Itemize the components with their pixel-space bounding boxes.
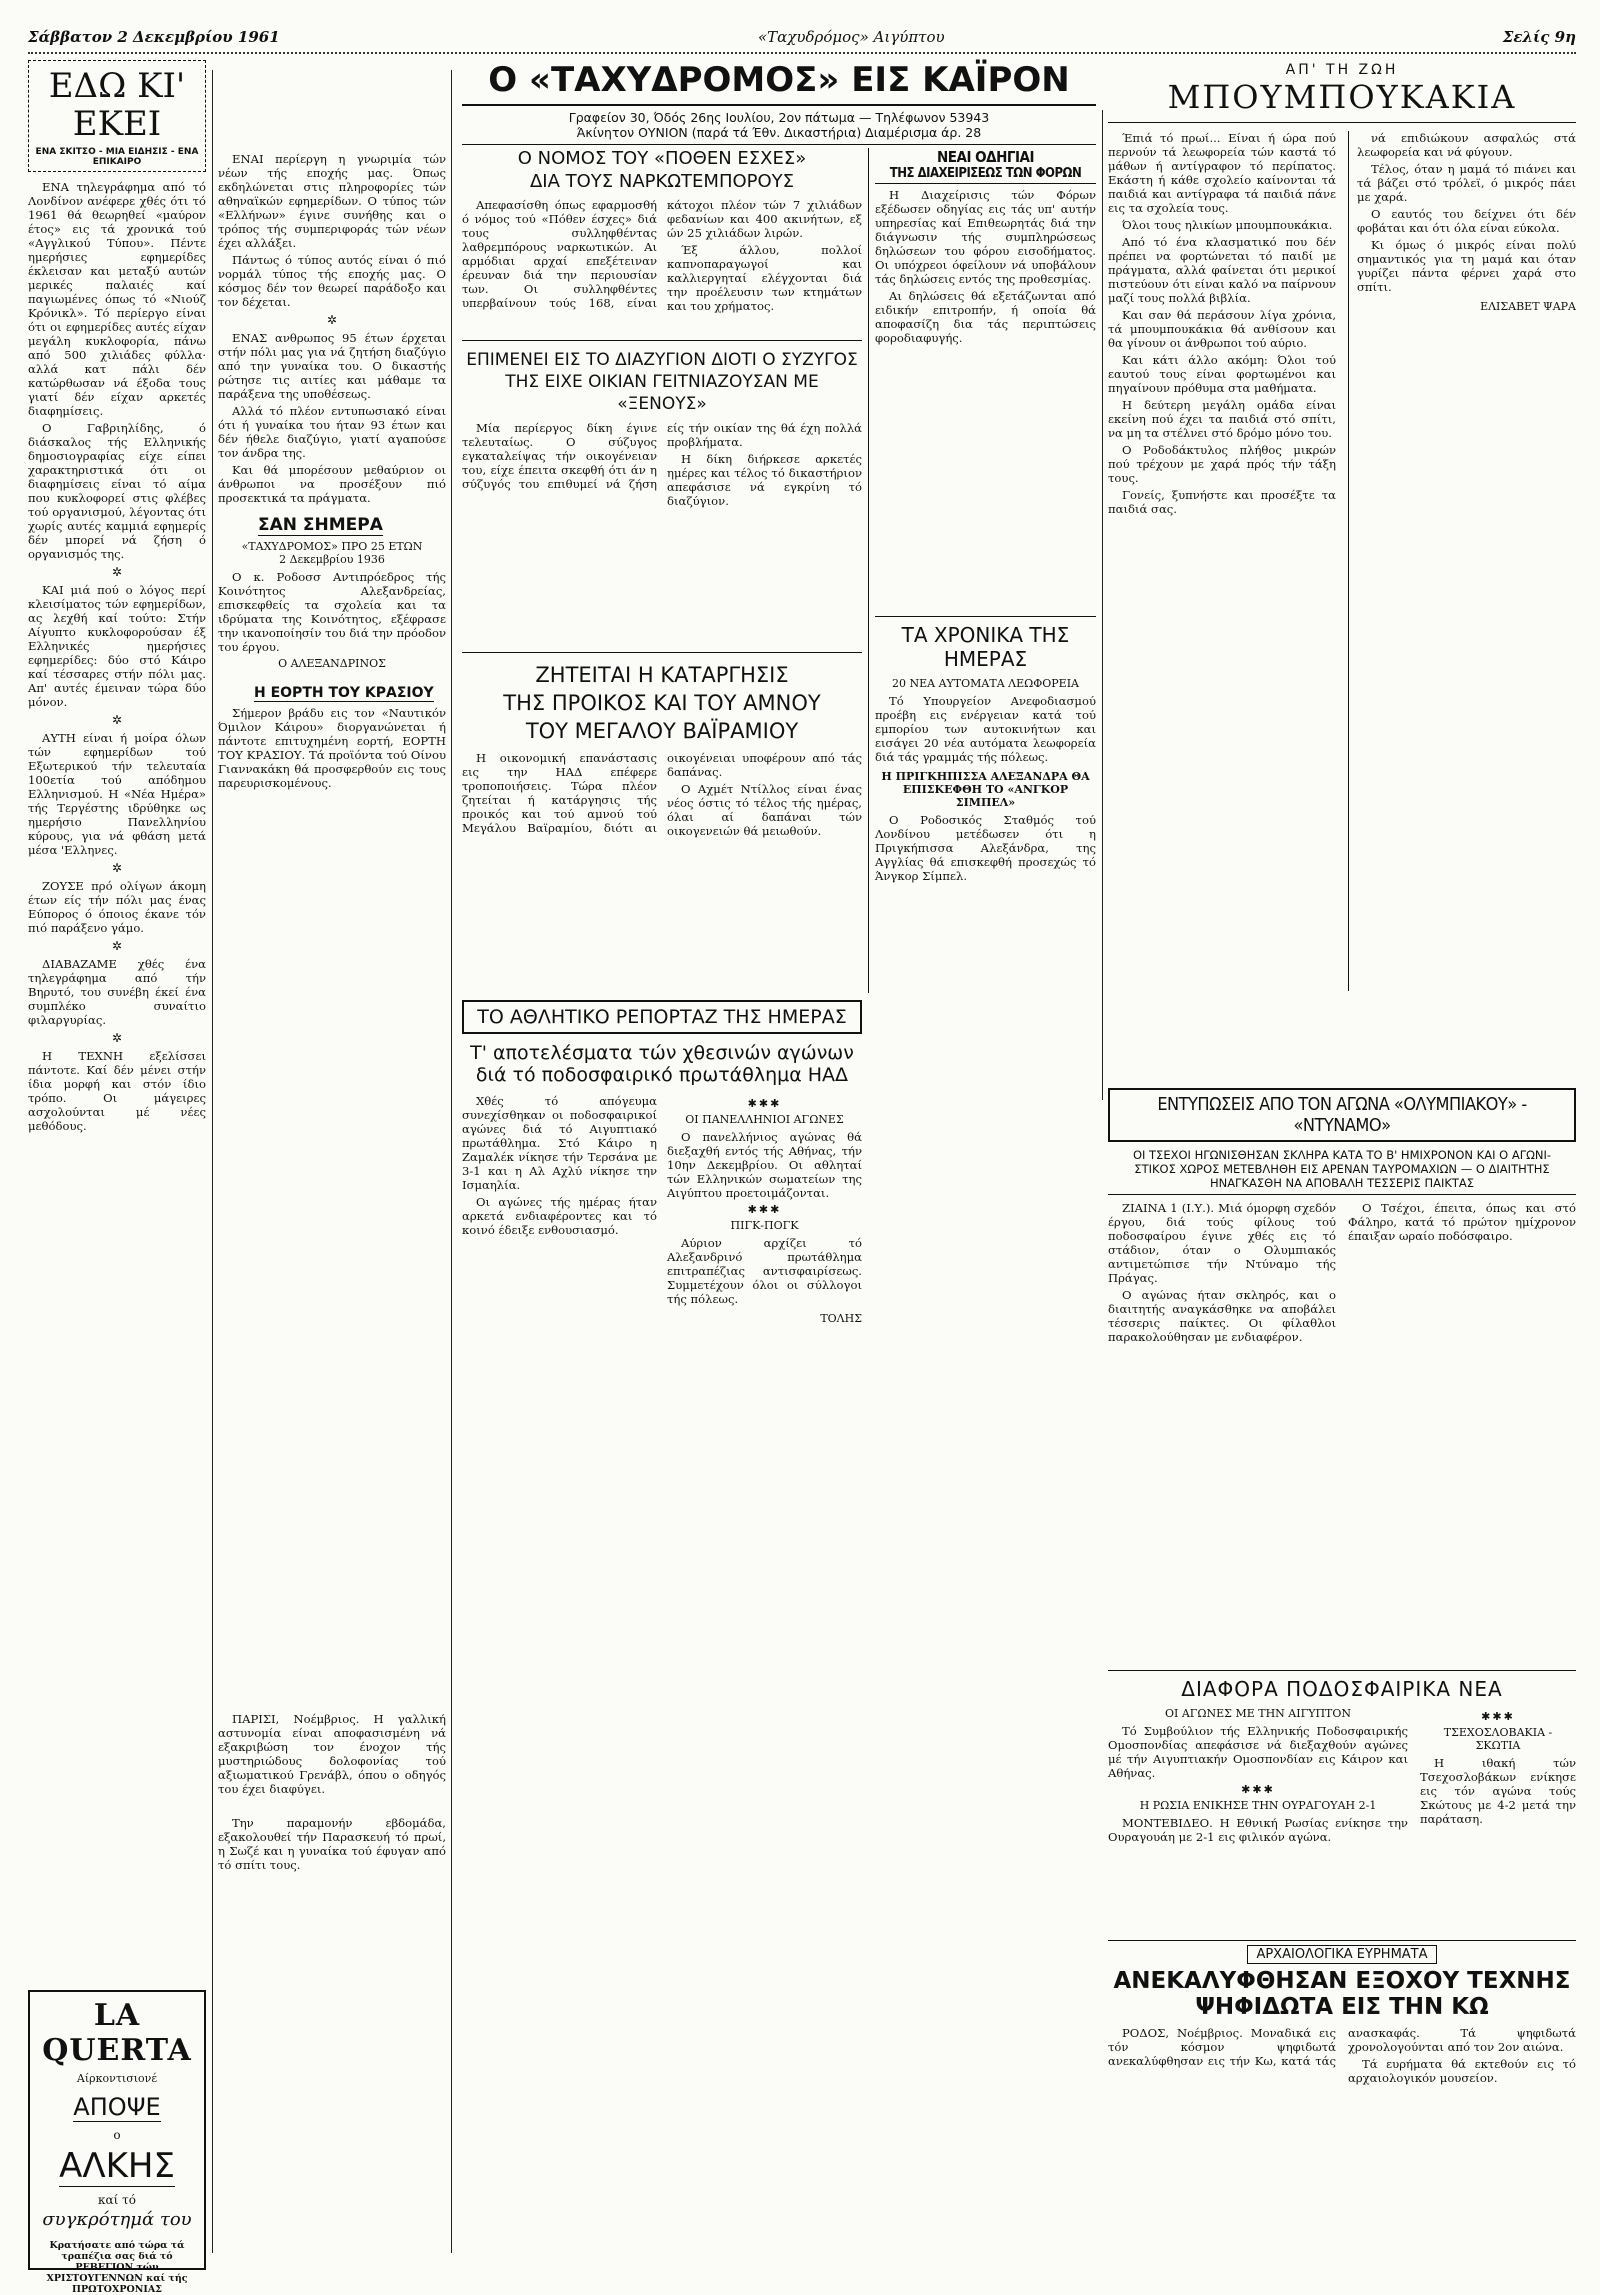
taxy-title: Ο «ΤΑΧΥΔΡΟΜΟΣ» ΕΙΣ ΚΑΪΡΟΝ bbox=[462, 60, 1096, 106]
col2-body bbox=[218, 152, 446, 505]
column-divider bbox=[1102, 110, 1103, 1100]
edo-paragraph: Η ΤΕΧΝΗ εξελίσσει πάντοτε. Καί δέν μένει στήν ίδια μορφή και στόν ίδιο τρόπο. Οι μάγειρες ασχολούνται μέ νέες μεθόδους. bbox=[28, 1049, 206, 1133]
chronika-box bbox=[875, 616, 1096, 993]
zoi-right-paragraph: Ο εαυτός του δείχνει ότι δέν φοβάται και ότι όλα είναι εύκολα. bbox=[1357, 207, 1576, 235]
wine-title: Η ΕΟΡΤΗ ΤΟΥ ΚΡΑΣΙΟΥ bbox=[254, 685, 434, 701]
san-simera-date: 2 Δεκεμβρίου 1936 bbox=[279, 553, 385, 566]
col2-paragraph: Πάντως ό τύπος αυτός είναι ό πιό νορμάλ τύπος τής εποχής μας. Ο κόσμος δέν τον θεωρεί παράδοξο και τον δέχεται. bbox=[218, 253, 446, 309]
odigiai-body bbox=[875, 188, 1096, 608]
princess-text: Ο Ροδοσικός Σταθμός τού Λονδίνου μετέδωσεν ότι η Πριγκήπισσα Αλεξάνδρα, της Αγγλίας θά επισκεφθή προσεχώς τό Άνγκορ Σίμπελ. bbox=[875, 813, 1096, 883]
zoi-paragraph: Όλοι τους ηλικίων μπουμπουκάκια. bbox=[1122, 218, 1333, 232]
col2-paragraph: Αλλά τό πλέον εντυπωσιακό είναι ότι ή γυναίκα του ήταν 93 έτων και δέν ήθελε διαζύγιο, γιατί αγαπούσε τον άνδρα της. bbox=[218, 404, 446, 460]
ad-group: συγκρότημά του bbox=[42, 2209, 192, 2230]
page-header bbox=[28, 28, 1576, 54]
diafora-title: ΔΙΑΦΟΡΑ ΠΟΔΟΣΦΑΙΡΙΚΑ ΝΕΑ bbox=[1181, 1677, 1503, 1701]
column-edo bbox=[28, 60, 206, 2295]
edo-subtitle: ΕΝΑ ΣΚΙΤΣΟ - ΜΙΑ ΕΙΔΗΣΙΣ - ΕΝΑ ΕΠΙΚΑΙΡΟ bbox=[35, 147, 199, 167]
ornament-icon: ✲ bbox=[111, 1031, 123, 1045]
epimenei-text: Μία περίεργος δίκη έγινε τελευταίως. Ο σύζυγος εγκαταλείψας τήν οικογένειαν του, είχε έπειτα σκεφθή ότι άν η σύζυγός του επιθυμεί νά ζήση είς τήν οικίαν της θά έχη πολλά προβλήματα. bbox=[462, 421, 862, 491]
entyposeis-article bbox=[1108, 1088, 1576, 1651]
pingpong-text: Αύριον αρχίζει τό Αλεξανδρινό πρωτάθλημα επιτραπέζιας αντισφαιρίσεως. Συμμετέχουν όλοι οι σύλλογοι τής πόλεως. bbox=[667, 1236, 862, 1306]
ad-subtitle: Αίρκοντισιονέ bbox=[76, 2072, 158, 2085]
epimenei-article bbox=[462, 340, 862, 631]
chronika-text: Τό Υπουργείον Ανεφοδιασμού προέβη εις ενέργειαν κατά τού εμπορίου των αυτοκινήτων και εισάγει 20 νέα αυτόματα λεωφορεία διά τάς γραμμάς τής πόλεως. bbox=[875, 694, 1096, 764]
proikos-line1: ΖΗΤΕΙΤΑΙ Η ΚΑΤΑΡΓΗΣΙΣ bbox=[535, 663, 789, 687]
header-rule bbox=[28, 52, 1576, 54]
san-simera-sign: Ο ΑΛΕΞΑΝΔΡΙΝΟΣ bbox=[278, 657, 386, 670]
arch-title2: ΨΗΦΙΔΩΤΑ ΕΙΣ ΤΗΝ ΚΩ bbox=[1195, 1994, 1489, 2020]
diafora-left bbox=[1108, 1707, 1408, 1847]
diafora-article bbox=[1108, 1670, 1576, 1847]
nomos-text-2: Έξ άλλου, πολλοί καπνοπαραγωγοί και καλλιεργηταί ελέγχονται διά την προέλευσιν των κτημάτων και του χρήματος. bbox=[667, 243, 862, 313]
arch-kicker-label: ΑΡΧΑΙΟΛΟΓΙΚΑ ΕΥΡΗΜΑΤΑ bbox=[1247, 1945, 1436, 1964]
nomos-article bbox=[462, 148, 862, 326]
athletic-sub2: διά τό ποδοσφαιρικό πρωτάθλημα ΗΑΔ bbox=[475, 1064, 849, 1086]
col2-paragraph: ΕΝΑΙ περίεργη η γνωριμία τών νέων τής εποχής μας. Όπως εκδηλώνεται στις πληροφορίες τών αθηναϊκών εφημερίδων. Ο τύπος τών «Ελλήνων» έγινε συνήθης και ο τρόπος τής συμπεριφοράς τών νέων έχει αλλάξει. bbox=[218, 152, 446, 250]
athletic-sub1: Τ' αποτελέσματα τών χθεσινών αγώνων bbox=[470, 1042, 854, 1064]
col2-paragraph: Και θά μπορέσουν μεθαύριον οι άνθρωποι να προσέξουν πιό προσεκτικά τα πράγματα. bbox=[218, 463, 446, 505]
proikos-line3: ΤΟΥ ΜΕΓΑΛΟΥ ΒΑΪΡΑΜΙΟΥ bbox=[525, 719, 799, 743]
odigiai-title: ΝΕΑΙ ΟΔΗΓΙΑΙ bbox=[937, 148, 1034, 166]
entyposeis-right bbox=[1348, 1201, 1576, 1651]
zoi-columns bbox=[1108, 131, 1576, 991]
paris-text: ΠΑΡΙΣΙ, Νοέμβριος. Η γαλλική αστυνομία είναι αποφασισμένη νά εξακριβώση τον ένοχον τής μυστηριώδους δολοφονίας τού αξιωματικού Γρενάβλ, όπου ο οδηγός του έχει διαφύγει. bbox=[218, 1712, 446, 1796]
column-divider bbox=[212, 70, 213, 2253]
ad-o: ο bbox=[113, 2128, 121, 2142]
zoi-paragraph: Από τό ένα κλασματικό που δέν πρέπει να φορτώνεται τό παιδί με πράγματα, αλλά φαίνεται ότι μερικοί πιστεύουν ότι είναι καλό να παίρνουν μαζί τους πολλά βιβλία. bbox=[1108, 235, 1336, 305]
pingpong-title: ΠΙΓΚ-ΠΟΓΚ bbox=[730, 1219, 799, 1232]
ad-title: LA QUERTA bbox=[42, 1998, 192, 2068]
entyposeis-left bbox=[1108, 1201, 1336, 1651]
princess-title: Η ΠΡΙΓΚΗΠΙΣΣΑ ΑΛΕΞΑΝΔΡΑ ΘΑ ΕΠΙΣΚΕΦΘΗ ΤΟ «ΑΝΓΚΟΡ ΣΙΜΠΕΛ» bbox=[881, 770, 1090, 809]
zoi-paragraph: Η δεύτερη μεγάλη ομάδα είναι εκείνη πού έχει τα παιδιά στό σπίτι, να μη τα στέλνει στό δρόμο μόνο του. bbox=[1108, 398, 1336, 440]
zoi-right-paragraph: Τέλος, όταν η μαμά τό πιάνει και τά βάζει στό τρόλεϊ, ό μικρός πάει με χαρά. bbox=[1357, 162, 1576, 204]
arch-kicker bbox=[1108, 1947, 1576, 1962]
zoi-paragraph: Ο Ροδοδάκτυλος πλήθος μικρών πού τρέχουν με χαρά πρός τήν τάξη τους. bbox=[1108, 443, 1336, 485]
athletic-text-2: Οι αγώνες τής ημέρας ήταν αρκετά ενδιαφέροντες και τό κοινό έδειξε ενθουσιασμό. bbox=[462, 1195, 657, 1237]
san-simera-sub: «ΤΑΧΥΔΡΟΜΟΣ» ΠΡΟ 25 ΕΤΩΝ bbox=[241, 540, 423, 553]
wine-text: Σήμερον βράδυ εις τον «Ναυτικόν Όμιλον Κάιρου» διοργανώνεται ή πάντοτε επιτυχημένη εορτή, ΕΟΡΤΗ ΤΟΥ ΚΡΑΣΙΟΥ. Τά προϊόντα τού Οίνου Γιαννακάκη θά προσφερθούν εις τους παρευρισκομένους. bbox=[218, 706, 446, 790]
odigiai-subtitle: ΤΗΣ ΔΙΑΧΕΙΡΙΣΕΩΣ ΤΩΝ ΦΟΡΩΝ bbox=[875, 166, 1096, 184]
athletic-sign: ΤΟΛΗΣ bbox=[820, 1312, 862, 1325]
nomos-subtitle: ΔΙΑ ΤΟΥΣ ΝΑΡΚΩΤΕΜΠΟΡΟΥΣ bbox=[529, 171, 795, 192]
edo-paragraph: ΚΑΙ μιά πού ο λόγος περί κλεισίματος τών εφημερίδων, ας λεχθή καί τούτο: Στήν Αίγυπτο κυκλοφορούσαν έξ Ελληνικές ημερήσιες εφημερίδες: δύο στό Κάιρο καί τέσσαρες στήν πόλι μας. Απ' αυτές έμειναν τώρα δύο μόνον. bbox=[28, 583, 206, 709]
epimenei-text-2: Η δίκη διήρκεσε αρκετές ημέρες και τέλος τό δικαστήριον απεφάσισε νά εγκρίνη τό διαζύγιον. bbox=[667, 452, 862, 508]
ornament-icon: ✱✱✱ bbox=[1481, 1710, 1515, 1723]
entyposeis-sub2: ΣΤΙΚΟΣ ΧΩΡΟΣ ΜΕΤΕΒΛΗΘΗ ΕΙΣ ΑΡΕΝΑΝ ΤΑΥΡΟΜΑΧΙΩΝ — Ο ΔΙΑΙΤΗΤΗΣ bbox=[1134, 1162, 1550, 1176]
zoi-paragraph: Και σαν θά περάσουν λίγα χρόνια, τά μπουμπουκάκια θά ανθίσουν και θα γίνουν οι άνθρωποι τού αύριο. bbox=[1108, 308, 1336, 350]
arch-text-2: Τά ευρήματα θά εκτεθούν εις τό αρχαιολογικόν μουσείον. bbox=[1348, 2057, 1576, 2085]
taxy-address: Γραφείον 30, Όδός 26ης Ιουλίου, 2ον πάτωμα — Τηλέφωνον 53943 bbox=[568, 110, 990, 125]
paris-story bbox=[218, 1712, 446, 1875]
page-number: Σελίς 9η bbox=[1502, 28, 1576, 46]
proikos-body bbox=[462, 751, 862, 936]
epimenei-title: ΕΠΙΜΕΝΕΙ ΕΙΣ ΤΟ ΔΙΑΖΥΓΙΟΝ ΔΙΟΤΙ Ο ΣΥΖΥΓΟΣ ΤΗΣ ΕΙΧΕ ΟΙΚΙΑΝ ΓΕΙΤΝΙΑΖΟΥΣΑΝ ΜΕ «ΞΕΝΟΥΣ» bbox=[466, 350, 858, 414]
zoi-sign: ΕΛΙΣΑΒΕΤ ΨΑΡΑ bbox=[1480, 300, 1576, 313]
zoi-paragraph: Και κάτι άλλο ακόμη: Όλοι τού εαυτού τους είναι φορτωμένοι και πηγαίνουν πρόθυμα στα μαθήματα. bbox=[1108, 353, 1336, 395]
arch-title1: ΑΝΕΚΑΛΥΦΘΗΣΑΝ ΕΞΟΧΟΥ ΤΕΧΝΗΣ bbox=[1113, 1968, 1571, 1994]
ad-note: Κρατήσατε από τώρα τά τραπέζια σας διά τό ΡΕΒΕΓΙΟΝ τών ΧΡΙΣΤΟΥΓΕΝΝΩΝ καί τής ΠΡΩΤΟΧΡΟΝΙΑΣ bbox=[46, 2240, 188, 2295]
edo-paragraph: Ο Γαβριηλίδης, ό διάσκαλος τής Ελληνικής δημοσιογραφίας είχε είπει χαρακτηριστικά ότι οι διαφημίσεις είναι τό αίμα που κυκλοφορεί στις φλέβες τού οργανισμού, λέγοντας ότι χωρίς αυτές καμμιά εφημερίς δέν μπορεί νά ζήση ό οργανισμός της. bbox=[28, 421, 206, 561]
zoi-title: ΜΠΟΥΜΠΟΥΚΑΚΙΑ bbox=[1108, 78, 1576, 123]
zoi-right-paragraph: Κι όμως ό μικρός είναι πολύ σημαντικός για τη μαμά και όταν γυρίζει πάντα φέρνει χαρά στο σπίτι. bbox=[1357, 238, 1576, 294]
zoi-kicker: ΑΠ' ΤΗ ΖΩΗ bbox=[1285, 62, 1399, 78]
edo-body bbox=[28, 180, 206, 1133]
diafora-sub: ΟΙ ΑΓΩΝΕΣ ΜΕ ΤΗΝ ΑΙΓΥΠΤΟΝ bbox=[1164, 1707, 1352, 1720]
wine-festival bbox=[218, 682, 446, 790]
taxy-address-2: Άκίνητον ΟΥΝΙΟΝ (παρά τά Έθν. Δικαστήρια) Διαμέρισμα άρ. 28 bbox=[462, 125, 1096, 145]
zoi-left bbox=[1108, 131, 1336, 991]
athletic-title: ΤΟ ΑΘΛΗΤΙΚΟ ΡΕΠΟΡΤΑΖ ΤΗΣ ΗΜΕΡΑΣ bbox=[462, 1000, 862, 1034]
diafora-columns bbox=[1108, 1707, 1576, 1847]
athletic-right bbox=[667, 1094, 862, 1564]
athletic-body bbox=[462, 1094, 657, 1564]
arch-body bbox=[1108, 2026, 1576, 2176]
proikos-line2: ΤΗΣ ΠΡΟΙΚΟΣ ΚΑΙ ΤΟΥ ΑΜΝΟΥ bbox=[503, 691, 821, 715]
ornament-icon: ✲ bbox=[111, 861, 123, 875]
zoi-right bbox=[1348, 131, 1576, 991]
zoi-right-paragraph: νά επιδιώκουν ασφαλώς στά λεωφορεία και νά φύγουν. bbox=[1357, 131, 1576, 159]
edo-title: ΕΔΩ ΚΙ' ΕΚΕΙ bbox=[48, 66, 186, 144]
ad-artist: ΑΛΚΗΣ bbox=[59, 2146, 175, 2186]
ornament-icon: ✲ bbox=[111, 565, 123, 579]
athletic-article bbox=[462, 1000, 862, 1564]
zoi-paragraph: Γονείς, ξυπνήστε και προσέξτε τα παιδιά σας. bbox=[1108, 488, 1336, 516]
nomos-body bbox=[462, 198, 862, 326]
ornament-icon: ✲ bbox=[111, 713, 123, 727]
san-simera-title: ΣΑΝ ΣΗΜΕΡΑ bbox=[258, 515, 383, 535]
ornament-icon: ✱✱✱ bbox=[747, 1097, 782, 1110]
odigiai-text-2: Αι δηλώσεις θά εξετάζωνται από ειδικήν επιτροπήν, ή οποία θά αποφασίζη δια τάς περιπτώσεις φοροδιαφυγής. bbox=[875, 289, 1096, 345]
ad-tonight: ΑΠΟΨΕ bbox=[73, 2093, 161, 2121]
nomos-text: Απεφασίσθη όπως εφαρμοσθή ό νόμος τού «Πόθεν έσχες» διά τους συλληφθέντας λαθρεμπόρους ναρκωτικών. Αι αρμόδιαι αρχαί επεξέτειναν έρευναν διά την περιουσίαν των. Οι συλληφθέντες υπερβαίνουν τούς 168, είναι κάτοχοι πλέον τών 7 χιλιάδων φεδανίων και 400 ακινήτων, εξ ών 25 χιλιάδων λιρών. bbox=[462, 198, 862, 310]
entyposeis-text-2: Ο αγώνας ήταν σκληρός, και ο διαιτητής αναγκάσθηκε να αποβάλει τέσσερις παίκτες. Οι φίλαθλοι παρακολούθησαν με ενδιαφέρον. bbox=[1108, 1288, 1336, 1344]
laquerta-ad bbox=[28, 1990, 206, 2295]
col2-paragraph: ΕΝΑΣ ανθρωπος 95 έτων έρχεται στήν πόλι μας για νά ζητήση διαζύγιο από την γυναίκα του. Ο δικαστής ρώτησε τις αιτίες και μάθαμε τα παράξενα της υποθέσεως. bbox=[218, 331, 446, 401]
publication-name: «Ταχυδρόμος» Αιγύπτου bbox=[758, 28, 945, 46]
tsev-text: Η ιθακή τών Τσεχοσλοβάκων ενίκησε εις τόν αγώνα τούς Σκώτους με 4-2 μετά την παράταση. bbox=[1420, 1756, 1576, 1826]
zoi-paragraph: Έπιά τό πρωί... Είναι ή ώρα πού περνούν τά λεωφορεία τών καστά τό μάθων ή αντίγραφον τό περίπατος. Εκάστη ή κάθε σχολείο καίνονται τά παιδιά και αντίγραφα τά παιδιά πάνε εις τα σχολεία τους. bbox=[1108, 131, 1336, 215]
odigiai-text: Η Διαχείρισις τών Φόρων εξέδωσεν οδηγίας εις τάς υπ' αυτήν υπηρεσίας καί Επιθεωρητάς διά την διάγνωσιν τής συμπληρώσεως δηλώσεων του φόρου εισοδήματος. Οι υπόχρεοι όφείλουν νά υποβάλουν τάς δηλώσεις εντός της προθεσμίας. bbox=[875, 188, 1096, 286]
athletic-columns bbox=[462, 1094, 862, 1564]
panellinioi-text: Ο πανελλήνιος αγώνας θά διεξαχθή εντός τής Αθήνας, τήν 10ην Δεκεμβρίου. Οι αθληταί τών Ελληνικών σωματείων της Αιγύπτου προετοιμάζονται. bbox=[667, 1130, 862, 1200]
zoi-article bbox=[1108, 62, 1576, 991]
proikos-text-2: Ο Αχμέτ Ντίλλος είναι ένας νέος όστις τό τέλος τής ημέρας, όλαι αί δαπάναι τών οικογενειών θά μειωθούν. bbox=[667, 782, 862, 838]
tsev-title: ΤΣΕΧΟΣΛΟΒΑΚΙΑ - ΣΚΩΤΙΑ bbox=[1443, 1726, 1553, 1752]
panellinioi-title: ΟΙ ΠΑΝΕΛΛΗΝΙΟΙ ΑΓΩΝΕΣ bbox=[685, 1113, 844, 1126]
column-two bbox=[218, 152, 446, 1872]
edo-paragraph: ΑΥΤΗ είναι ή μοίρα όλων τών εφημερίδων τού Εξωτερικού τήν τελευταία 100ετία τού απόδημου Ελληνισμού. Η «Νέα Ημέρα» τής Τεργέστης ιδρύθηκε ως ημερήσιο Πανελληνίου κύρους, για νά φθάση μετά μέσα 'Ελληνες. bbox=[28, 731, 206, 857]
chronika-title: ΤΑ ΧΡΟΝΙΚΑ ΤΗΣ ΗΜΕΡΑΣ bbox=[901, 623, 1070, 671]
russia-text: ΜΟΝΤΕΒΙΔΕΟ. Η Εθνική Ρωσίας ενίκησε την Ουραγουάη με 2-1 εις φιλικόν αγώνα. bbox=[1108, 1816, 1408, 1844]
ornament-icon: ✱✱✱ bbox=[1241, 1783, 1275, 1796]
arch-article bbox=[1108, 1940, 1576, 2176]
entyposeis-text-3: Ο Τσέχοι, έπειτα, όπως και στό Φάληρο, κατά τό πρώτον ημίχρονον έπαιξαν ωραίο ποδόσφαιρο. bbox=[1348, 1201, 1576, 1243]
russia-title: Η ΡΩΣΙΑ ΕΝΙΚΗΣΕ ΤΗΝ ΟΥΡΑΓΟΥΑΗ 2-1 bbox=[1139, 1799, 1377, 1812]
entyposeis-columns bbox=[1108, 1201, 1576, 1651]
ornament-icon: ✲ bbox=[111, 939, 123, 953]
column-divider bbox=[451, 70, 452, 2253]
ornament-icon: ✱✱✱ bbox=[747, 1203, 782, 1216]
issue-date: Σάββατον 2 Δεκεμβρίου 1961 bbox=[28, 28, 280, 46]
proikos-article bbox=[462, 652, 862, 936]
diafora-right bbox=[1420, 1707, 1576, 1847]
proikos-text: Η οικονομική επανάστασις εις την ΗΑΔ επέφερε τροποποιήσεις. Τώρα πλέον ζητείται ή κατάργησις τής προικός και τού αμνού τού Μεγάλου Βαϊραμίου, διότι αι οικογένειαι υποφέρουν από τάς δαπάνας. bbox=[462, 751, 862, 835]
taxy-banner bbox=[462, 60, 1096, 145]
edo-paragraph: ΖΟΥΣΕ πρό ολίγων άκομη έτων είς τήν πόλι μας ένας Εύπορος ό όποιος έκανε τόν πιό παράξενο γάμο. bbox=[28, 879, 206, 935]
epimenei-body bbox=[462, 421, 862, 631]
odigiai-article bbox=[868, 148, 1096, 993]
edo-paragraph: ΔΙΑΒΑΖΑΜΕ χθές ένα τηλεγράφημα από τήν Βηρυτό, του συνέβη έκεί ένα συμπλέκο συναίτιο φιλαργυρίας. bbox=[28, 957, 206, 1027]
athletic-text: Χθές τό απόγευμα συνεχίσθηκαν οι ποδοσφαιρικοί αγώνες διά τό Αιγυπτιακό πρωτάθλημα. Στό Κάιρο η Ζαμαλέκ νίκησε τήν Τερσάνα με 3-1 και η Αλ Αχλύ νίκησε την Ισμαηλία. bbox=[462, 1094, 657, 1192]
edo-title-box bbox=[28, 60, 206, 172]
entyposeis-sub1: ΟΙ ΤΣΕΧΟΙ ΗΓΩΝΙΣΘΗΣΑΝ ΣΚΛΗΡΑ ΚΑΤΑ ΤΟ Β' ΗΜΙΧΡΟΝΟΝ ΚΑΙ Ο ΑΓΩΝΙ- bbox=[1132, 1148, 1552, 1162]
edo-paragraph: ΕΝΑ τηλεγράφημα από τό Λονδίνον ανέφερε χθές ότι τό 1961 θά θεωρηθεί «μαύρον έτος» εις τά χρονικά τού «Αγγλικού Τύπου». Πέντε ημερήσιες εφημερίδες έκλεισαν και μεταξύ αυτών μερικές παλαιές καί παγιωμένες όπως τό «Νιούζ Κρόνικλ». Τό περίεργο είναι ότι οι εφημερίδες αυτές είχαν μεγάλη κυκλοφορία, πάνω από 500 χιλιάδες φύλλα· αλλά κατ πάλι δέν κατώρθωσαν νά έξοδα τους γιατί δέν είχαν αρκετές διαφημίσεις. bbox=[28, 180, 206, 418]
chronika-sub: 20 ΝΕΑ ΑΥΤΟΜΑΤΑ ΛΕΩΦΟΡΕΙΑ bbox=[892, 677, 1079, 690]
san-simera-text: Ο κ. Ροδοσσ Αντιπρόεδρος τής Κοινότητος Αλεξανδρείας, επισκεφθείς τα σχολεία και τα ιδρύματα της Κοινότητος, εξέφρασε την ικανοποίησίν του διά την πρόοδον του έργου. bbox=[218, 570, 446, 654]
san-simera bbox=[218, 515, 446, 670]
paris-text-2: Την παραμονήν εβδομάδα, εξακολουθεί τήν Παρασκευή τό πρωί, η Σωζέ και η γυναίκα τού έφυγαν από τό σπίτι τους. bbox=[218, 1816, 446, 1872]
arch-text: ΡΟΔΟΣ, Νοέμβριος. Μοναδικά εις τόν κόσμον ψηφιδωτά ανεκαλύφθησαν εις τήν Κω, κατά τάς ανασκαφάς. Τά ψηφιδωτά χρονολογούνται από τον 2ον αιώνα. bbox=[1108, 2026, 1576, 2068]
ad-kai: καί τό bbox=[98, 2193, 136, 2207]
diafora-text: Τό Συμβούλιον τής Ελληνικής Ποδοσφαιρικής Ομοσπονδίας απεφάσισε νά διεξαχθούν αγώνες μέ τήν Αιγυπτιακήν Ομοσπονδίαν εις Κάιρον και Αθήνας. bbox=[1108, 1724, 1408, 1780]
entyposeis-sub3: ΗΝΑΓΚΑΣΘΗ ΝΑ ΑΠΟΒΑΛΗ ΤΕΣΣΕΡΙΣ ΠΑΙΚΤΑΣ bbox=[1108, 1176, 1576, 1195]
entyposeis-text: ΖΙΑΙΝΑ 1 (Ι.Υ.). Μιά όμορφη σχεδόν έργου, διά τούς φίλους τού ποδοσφαίρου έγινε χθές εις τό στάδιον, όταν ο Ολυμπιακός αντιμετώπισε τήν Ντύναμο τής Πράγας. bbox=[1108, 1201, 1336, 1285]
nomos-title: Ο ΝΟΜΟΣ ΤΟΥ «ΠΟΘΕΝ ΕΣΧΕΣ» bbox=[517, 148, 807, 169]
entyposeis-title: ΕΝΤΥΠΩΣΕΙΣ ΑΠΟ ΤΟΝ ΑΓΩΝΑ «ΟΛΥΜΠΙΑΚΟΥ» - «ΝΤΥΝΑΜΟ» bbox=[1108, 1088, 1576, 1142]
ornament-icon: ✲ bbox=[326, 313, 338, 327]
